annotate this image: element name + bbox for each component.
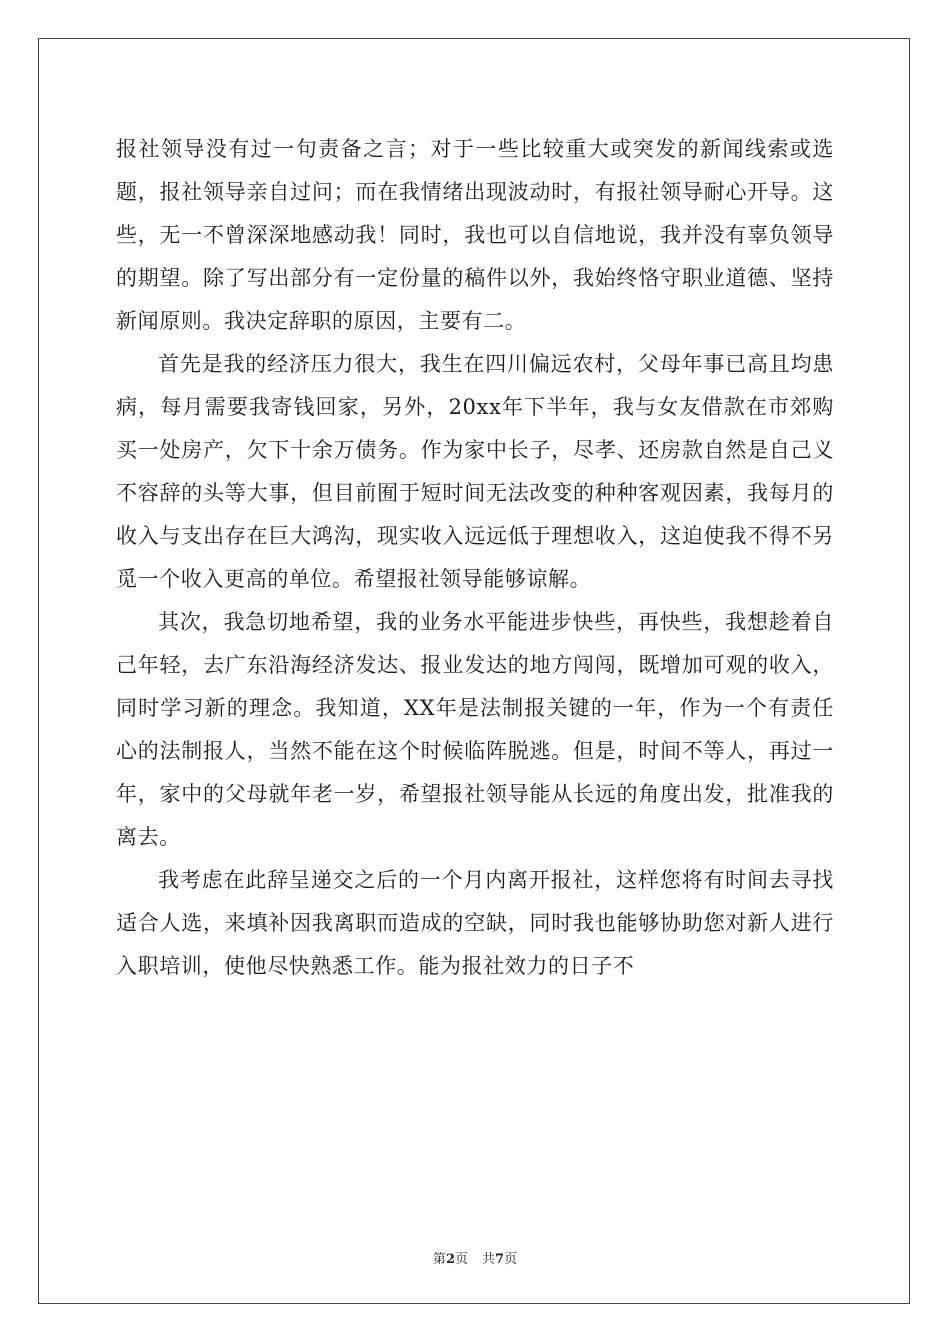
paragraph-4: 我考虑在此辞呈递交之后的一个月内离开报社，这样您将有时间去寻找适合人选，来填补因我离职而造成的空缺，同时我也能够协助您对新人进行入职培训，使他尽快熟悉工作。能为报社效力的日子不 xyxy=(116,868,834,978)
current-page-number: 2 xyxy=(445,1252,455,1267)
paragraph-2: 首先是我的经济压力很大，我生在四川偏远农村，父母年事已高且均患病，每月需要我寄钱回家，另外，20xx年下半年，我与女友借款在市郊购买一处房产，欠下十余万债务。作为家中长子，尽孝、还房款自然是自己义不容辞的头等大事，但目前囿于短时间无法改变的种种客观因素，我每月的收入与支出存在巨大鸿沟，现实收入远远低于理想收入，这迫使我不得不另觅一个收入更高的单位。希望报社领导能够谅解。 xyxy=(116,352,834,591)
page-indicator: 第2页 xyxy=(432,1252,468,1267)
paragraph-3: 其次，我急切地希望，我的业务水平能进步快些，再快些，我想趁着自己年轻，去广东沿海经济发达、报业发达的地方闯闯，既增加可观的收入，同时学习新的理念。我知道，XX年是法制报关键的一年，作为一个有责任心的法制报人，当然不能在这个时候临阵脱逃。但是，时间不等人，再过一年，家中的父母就年老一岁，希望报社领导能从长远的角度出发，批准我的离去。 xyxy=(116,610,834,849)
page-footer xyxy=(0,1248,950,1267)
total-pages-indicator: 共7页 xyxy=(482,1252,518,1267)
total-pages-number: 7 xyxy=(495,1252,505,1267)
document-body xyxy=(116,128,834,988)
paragraph-1: 报社领导没有过一句责备之言；对于一些比较重大或突发的新闻线索或选题，报社领导亲自过问；而在我情绪出现波动时，有报社领导耐心开导。这些，无一不曾深深地感动我！同时，我也可以自信地说，我并没有辜负领导的期望。除了写出部分有一定份量的稿件以外，我始终恪守职业道德、坚持新闻原则。我决定辞职的原因，主要有二。 xyxy=(116,137,834,333)
